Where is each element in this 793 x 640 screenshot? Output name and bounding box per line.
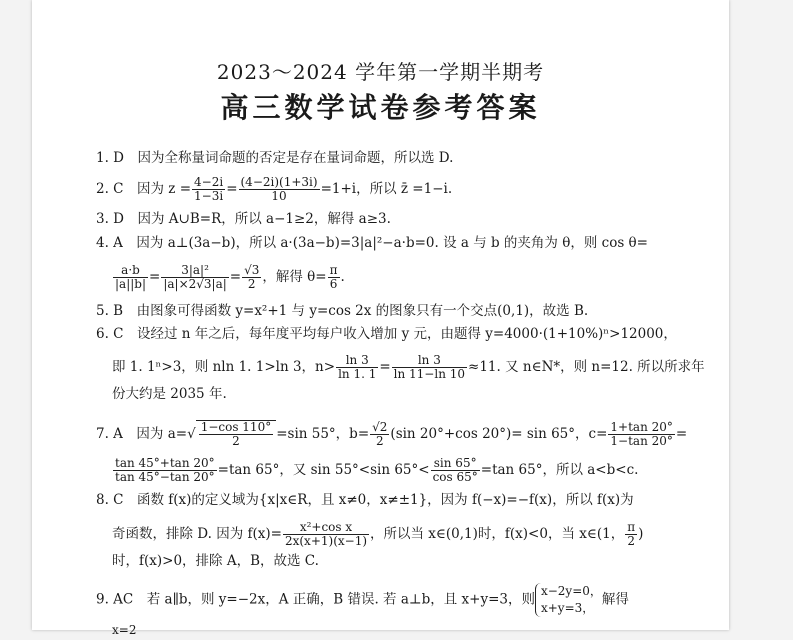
answer-q4-line2: $\frac{a\cdot b}{|a||b|}$ = $\frac{\text{3|a|²}}{|a|\times 2√3|a|}$ = $\frac{√3}{2}$ ，解得 θ= $\frac{\pi}{6}$ . <box>115 263 345 291</box>
answer-q2: 2. C 因为 z = $\frac{4-2i}{1-3i}$ = $\frac{(4-2i)(1+3i)}{10}$ =1+i，所以 z̄ =1−i. <box>96 175 453 203</box>
fraction: $\frac{√2}{2}$ <box>372 420 388 448</box>
fraction: $\frac{\sin 65^\circ}{\cos 65^\circ}$ <box>432 456 478 484</box>
fraction: $\frac{\text{x²+cos x}}{2x(x+1)(x-1)}$ <box>284 520 368 548</box>
fraction: $\frac{(4-2i)(1+3i)}{10}$ <box>240 175 318 203</box>
answer-q8-line2: 奇函数，排除 D. 因为 f(x)= $\frac{\text{x²+cos x}}{2x(x+1)(x-1)}$ ，所以当 x∈(0,1)时，f(x)<0，当 x∈(1， $\frac{\pi}{2}$ ) <box>112 520 644 548</box>
fraction: $\frac{a\cdot b}{|a||b|}$ <box>115 263 147 291</box>
sqrt-expression <box>196 420 277 448</box>
answer-q9-cutoff: x=2 <box>112 623 137 637</box>
answer-q7-line2: $\frac{\tan 45^\circ+\tan 20^\circ}{\tan 45^\circ-\tan 20^\circ}$ =tan 65°，又 sin 55°<sin 65°< $\frac{\sin 65^\circ}{\cos 65^\circ}$ =tan 65°，所以 a<b<c. <box>115 456 639 484</box>
answer-q7-line1: 7. A 因为 a=√ $\frac{1-\cos 110^\circ}{2}$ =sin 55°，b= $\frac{√2}{2}$ (sin 20°+cos 20°)= sin 65°，c= $\frac{1+\tan 20^\circ}{1-\tan 20^\circ}$ = <box>96 420 688 448</box>
answer-q6-line3: 份大约是 2035 年. <box>112 386 227 402</box>
fraction: $\frac{√3}{2}$ <box>244 263 260 291</box>
fraction: $\frac{\pi}{2}$ <box>627 520 636 548</box>
answer-q4-line1: 4. A 因为 a⊥(3a−b)，所以 a·(3a−b)=3|a|²−a·b=0. 设 a 与 b 的夹角为 θ，则 cos θ= <box>96 235 648 251</box>
answer-q6-line2: 即 1. 1ⁿ>3，则 nln 1. 1>ln 3，n> $\frac{\ln 3}{\ln 1. 1}$ = $\frac{\ln 3}{\ln 11-\ln 10}$ ≈11. 又 n∈N*，则 n=12. 所以所求年 <box>112 353 705 381</box>
fraction: $\frac{\tan 45^\circ+\tan 20^\circ}{\tan 45^\circ-\tan 20^\circ}$ <box>115 456 215 484</box>
answer-q5: 5. B 由图象可得函数 y=x²+1 与 y=cos 2x 的图象只有一个交点(0,1)，故选 B. <box>96 303 589 319</box>
answer-key-title: 高三数学试卷参考答案 <box>220 91 541 124</box>
fraction: $\frac{\ln 3}{\ln 11-\ln 10}$ <box>393 353 466 381</box>
fraction: $\frac{\text{3|a|²}}{|a|\times 2√3|a|}$ <box>163 263 227 291</box>
answer-q3: 3. D 因为 A∪B=R，所以 a−1≥2，解得 a≥3. <box>96 211 391 227</box>
equation-system: x−2y=0， x+y=3， <box>535 583 602 617</box>
answer-q1: 1. D 因为全称量词命题的否定是存在量词命题，所以选 D. <box>96 150 454 166</box>
answer-q8-line3: 时，f(x)>0，排除 A，B，故选 C. <box>112 553 319 569</box>
fraction: $\frac{4-2i}{1-3i}$ <box>194 175 224 203</box>
answer-q9: 9. AC 若 a∥b，则 y=−2x，A 正确，B 错误. 若 a⊥b，且 x+y=3，则 x−2y=0， x+y=3， 解得 <box>96 584 629 615</box>
answer-q8-line1: 8. C 函数 f(x)的定义域为{x|x∈R，且 x≠0，x≠±1}，因为 f(−x)=−f(x)，所以 f(x)为 <box>96 492 634 508</box>
fraction: $\frac{1-\cos 110^\circ}{2}$ <box>200 420 272 448</box>
document-page <box>32 0 729 637</box>
fraction: $\frac{\pi}{6}$ <box>329 263 338 291</box>
answer-q6-line1: 6. C 设经过 n 年之后，每年度平均每户收入增加 y 元，由题得 y=4000·(1+10%)ⁿ>12000， <box>96 326 677 342</box>
exam-title: 2023～2024 学年第一学期半期考 <box>216 60 545 84</box>
fraction: $\frac{\ln 3}{\ln 1. 1}$ <box>338 353 377 381</box>
fraction: $\frac{1+\tan 20^\circ}{1-\tan 20^\circ}$ <box>610 420 673 448</box>
